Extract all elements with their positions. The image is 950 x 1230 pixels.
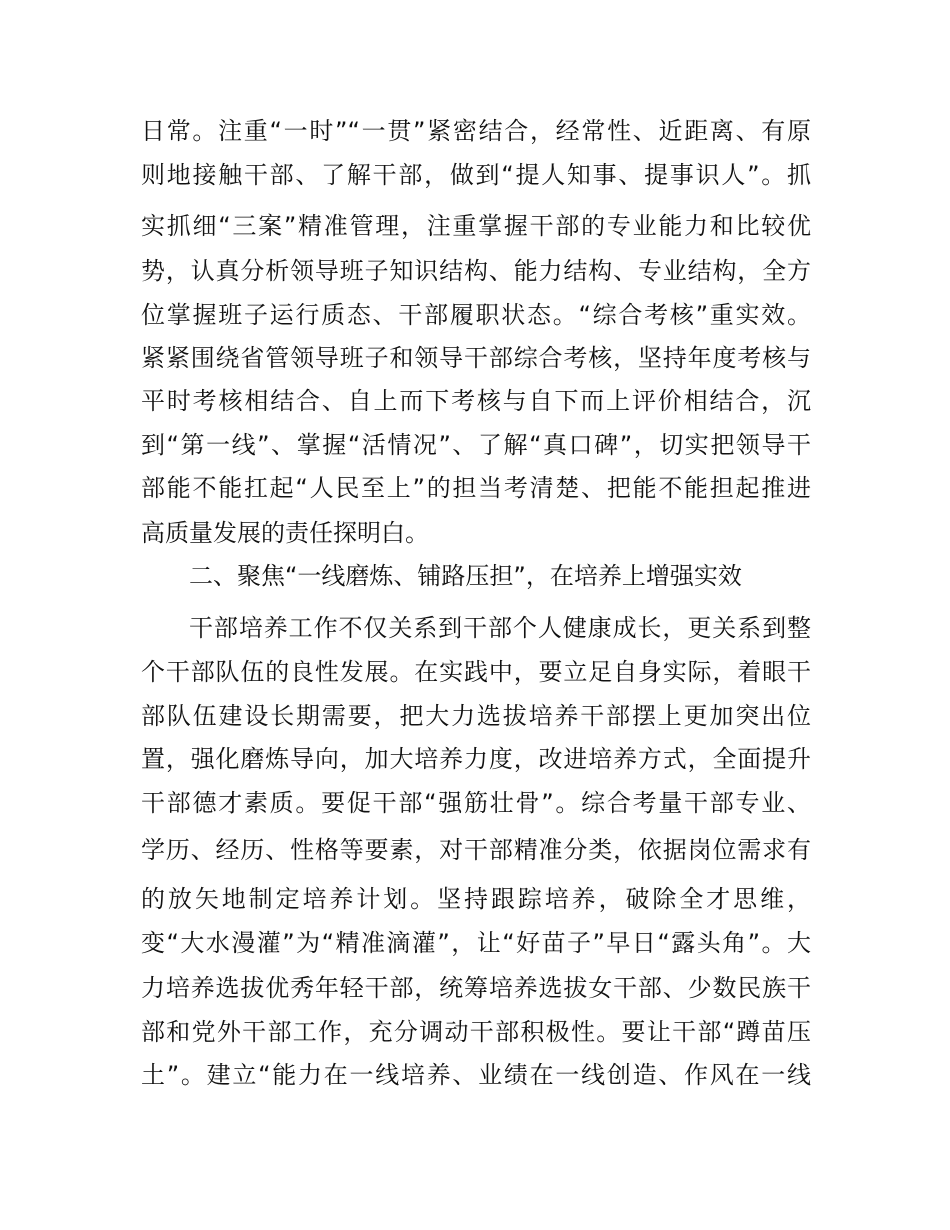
text-line-5: 位掌握班子运行质态、干部履职状态。“综合考核”重实效。 bbox=[141, 301, 811, 329]
section-heading: 二、聚焦“一线磨炼、铺路压担”，在培养上增强实效 bbox=[189, 562, 742, 590]
text-line-1: 日常。注重“一时”“一贯”紧密结合，经常性、近距离、有原 bbox=[141, 117, 811, 145]
text-line-19: 变“大水漫灌”为“精准滴灌”，让“好苗子”早日“露头角”。大 bbox=[141, 929, 811, 957]
text-line-22: 土”。建立“能力在一线培养、业绩在一线创造、作风在一线 bbox=[141, 1061, 811, 1089]
text-line-6: 紧紧围绕省管领导班子和领导干部综合考核，坚持年度考核与 bbox=[141, 344, 811, 372]
text-line-8: 到“第一线”、掌握“活情况”、了解“真口碑”，切实把领导干 bbox=[141, 431, 811, 459]
text-line-7: 平时考核相结合、自上而下考核与自下而上评价相结合，沉 bbox=[141, 387, 811, 415]
text-line-15: 置，强化磨炼导向，加大培养力度，改进培养方式，全面提升 bbox=[141, 745, 811, 773]
text-line-20: 力培养选拔优秀年轻干部，统筹培养选拔女干部、少数民族干 bbox=[141, 974, 811, 1002]
text-line-12: 干部培养工作不仅关系到干部个人健康成长，更关系到整 bbox=[189, 614, 811, 642]
text-line-9: 部能不能扛起“人民至上”的担当考清楚、把能不能担起推进 bbox=[141, 474, 811, 502]
text-line-4: 势，认真分析领导班子知识结构、能力结构、专业结构，全方 bbox=[141, 257, 811, 285]
text-line-10: 高质量发展的责任探明白。 bbox=[141, 519, 429, 547]
text-line-17: 学历、经历、性格等要素，对干部精准分类，依据岗位需求有 bbox=[141, 836, 811, 864]
text-line-18: 的放矢地制定培养计划。坚持跟踪培养，破除全才思维， bbox=[141, 885, 811, 913]
text-line-21: 部和党外干部工作，充分调动干部积极性。要让干部“蹲苗压 bbox=[141, 1018, 811, 1046]
text-line-16: 干部德才素质。要促干部“强筋壮骨”。综合考量干部专业、 bbox=[141, 789, 811, 817]
text-line-3: 实抓细“三案”精准管理，注重掌握干部的专业能力和比较优 bbox=[141, 212, 811, 240]
text-line-2: 则地接触干部、了解干部，做到“提人知事、提事识人”。抓 bbox=[141, 161, 811, 189]
text-line-13: 个干部队伍的良性发展。在实践中，要立足自身实际，着眼干 bbox=[141, 658, 811, 686]
text-line-14: 部队伍建设长期需要，把大力选拔培养干部摆上更加突出位 bbox=[141, 702, 811, 730]
